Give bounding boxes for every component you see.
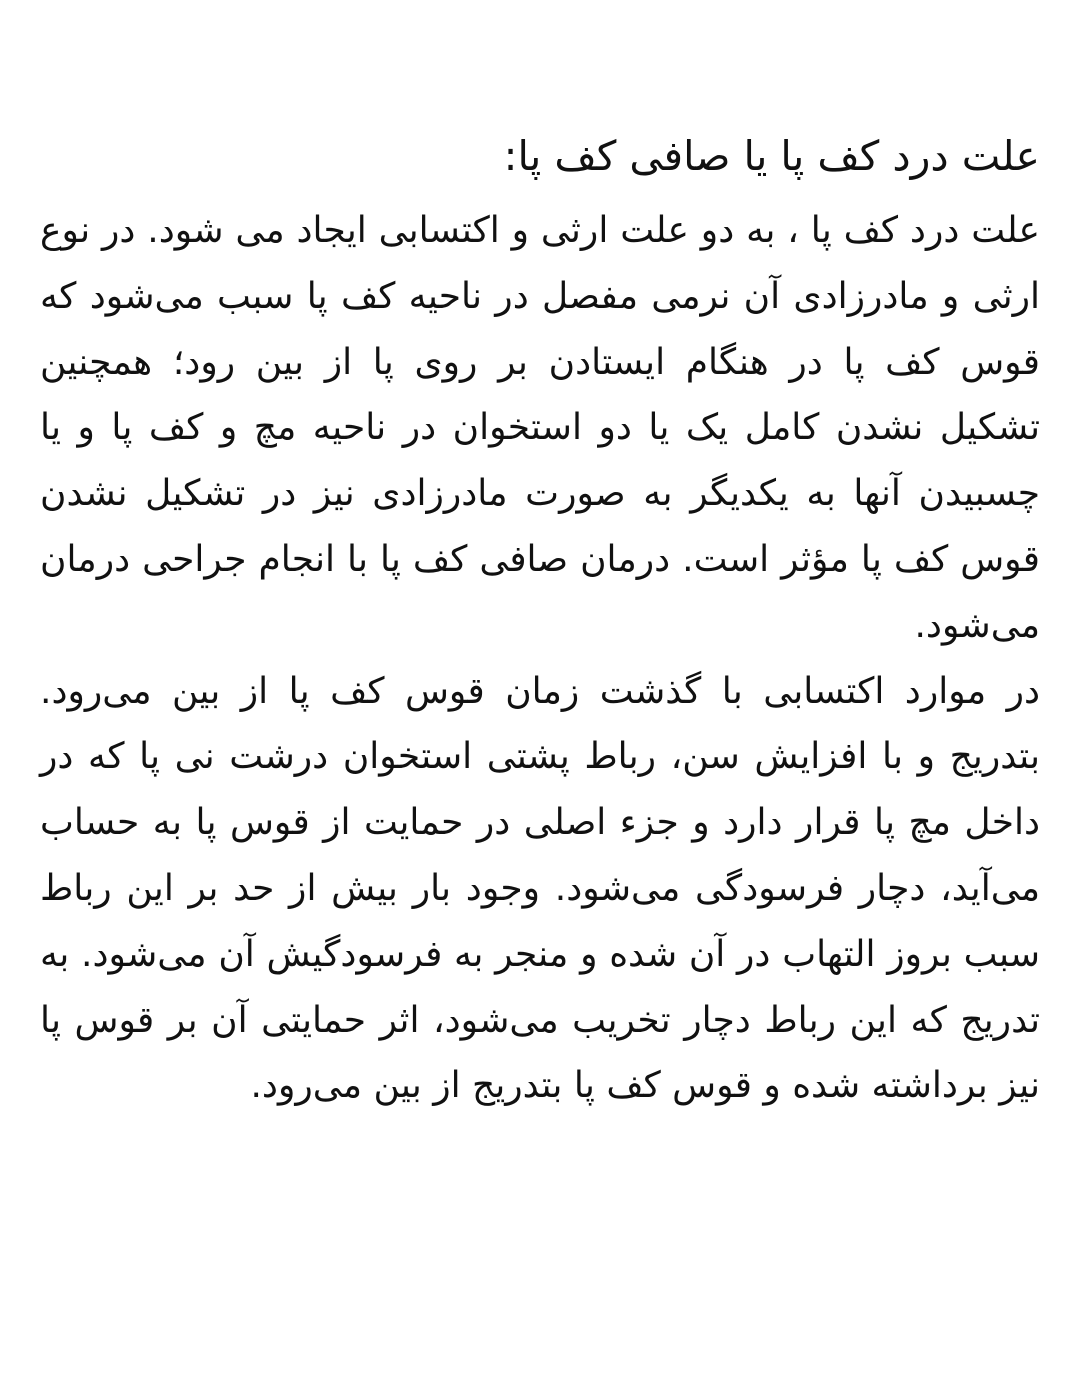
article <box>40 118 1040 1119</box>
paragraph-acquired-cause: در موارد اکتسابی با گذشت زمان قوس کف پا از بین می‌رود. بتدریج و با افزایش سن، رباط پشتی استخوان درشت نی پا که در داخل مچ پا قرار دارد و جزء اصلی در حمایت از قوس پا به حساب می‌آید، دچار فرسودگی می‌شود. وجود بار بیش از حد بر این رباط سبب بروز التهاب در آن شده و منجر به فرسودگیش آن می‌شود. به تدریج که این رباط دچار تخریب می‌شود، اثر حمایتی آن بر قوس پا نیز برداشته شده و قوس کف پا بتدریج از بین می‌رود. <box>40 670 1040 1107</box>
paragraph-hereditary-cause: علت درد کف پا ، به دو علت ارثی و اکتسابی ایجاد می شود. در نوع ارثی و مادرزادی آن نرمی مفصل در ناحیه کف پا سبب می‌شود که قوس کف پا در هنگام ایستادن بر روی پا از بین رود؛ همچنین تشکیل نشدن کامل یک یا دو استخوان در ناحیه مچ و کف پا و یا چسبیدن آنها به یکدیگر به صورت مادرزادی نیز در تشکیل نشدن قوس کف پا مؤثر است. درمان صافی کف پا با انجام جراحی درمان می‌شود. <box>40 210 1040 646</box>
article-title: علت درد کف پا یا صافی کف پا: <box>503 132 1040 180</box>
